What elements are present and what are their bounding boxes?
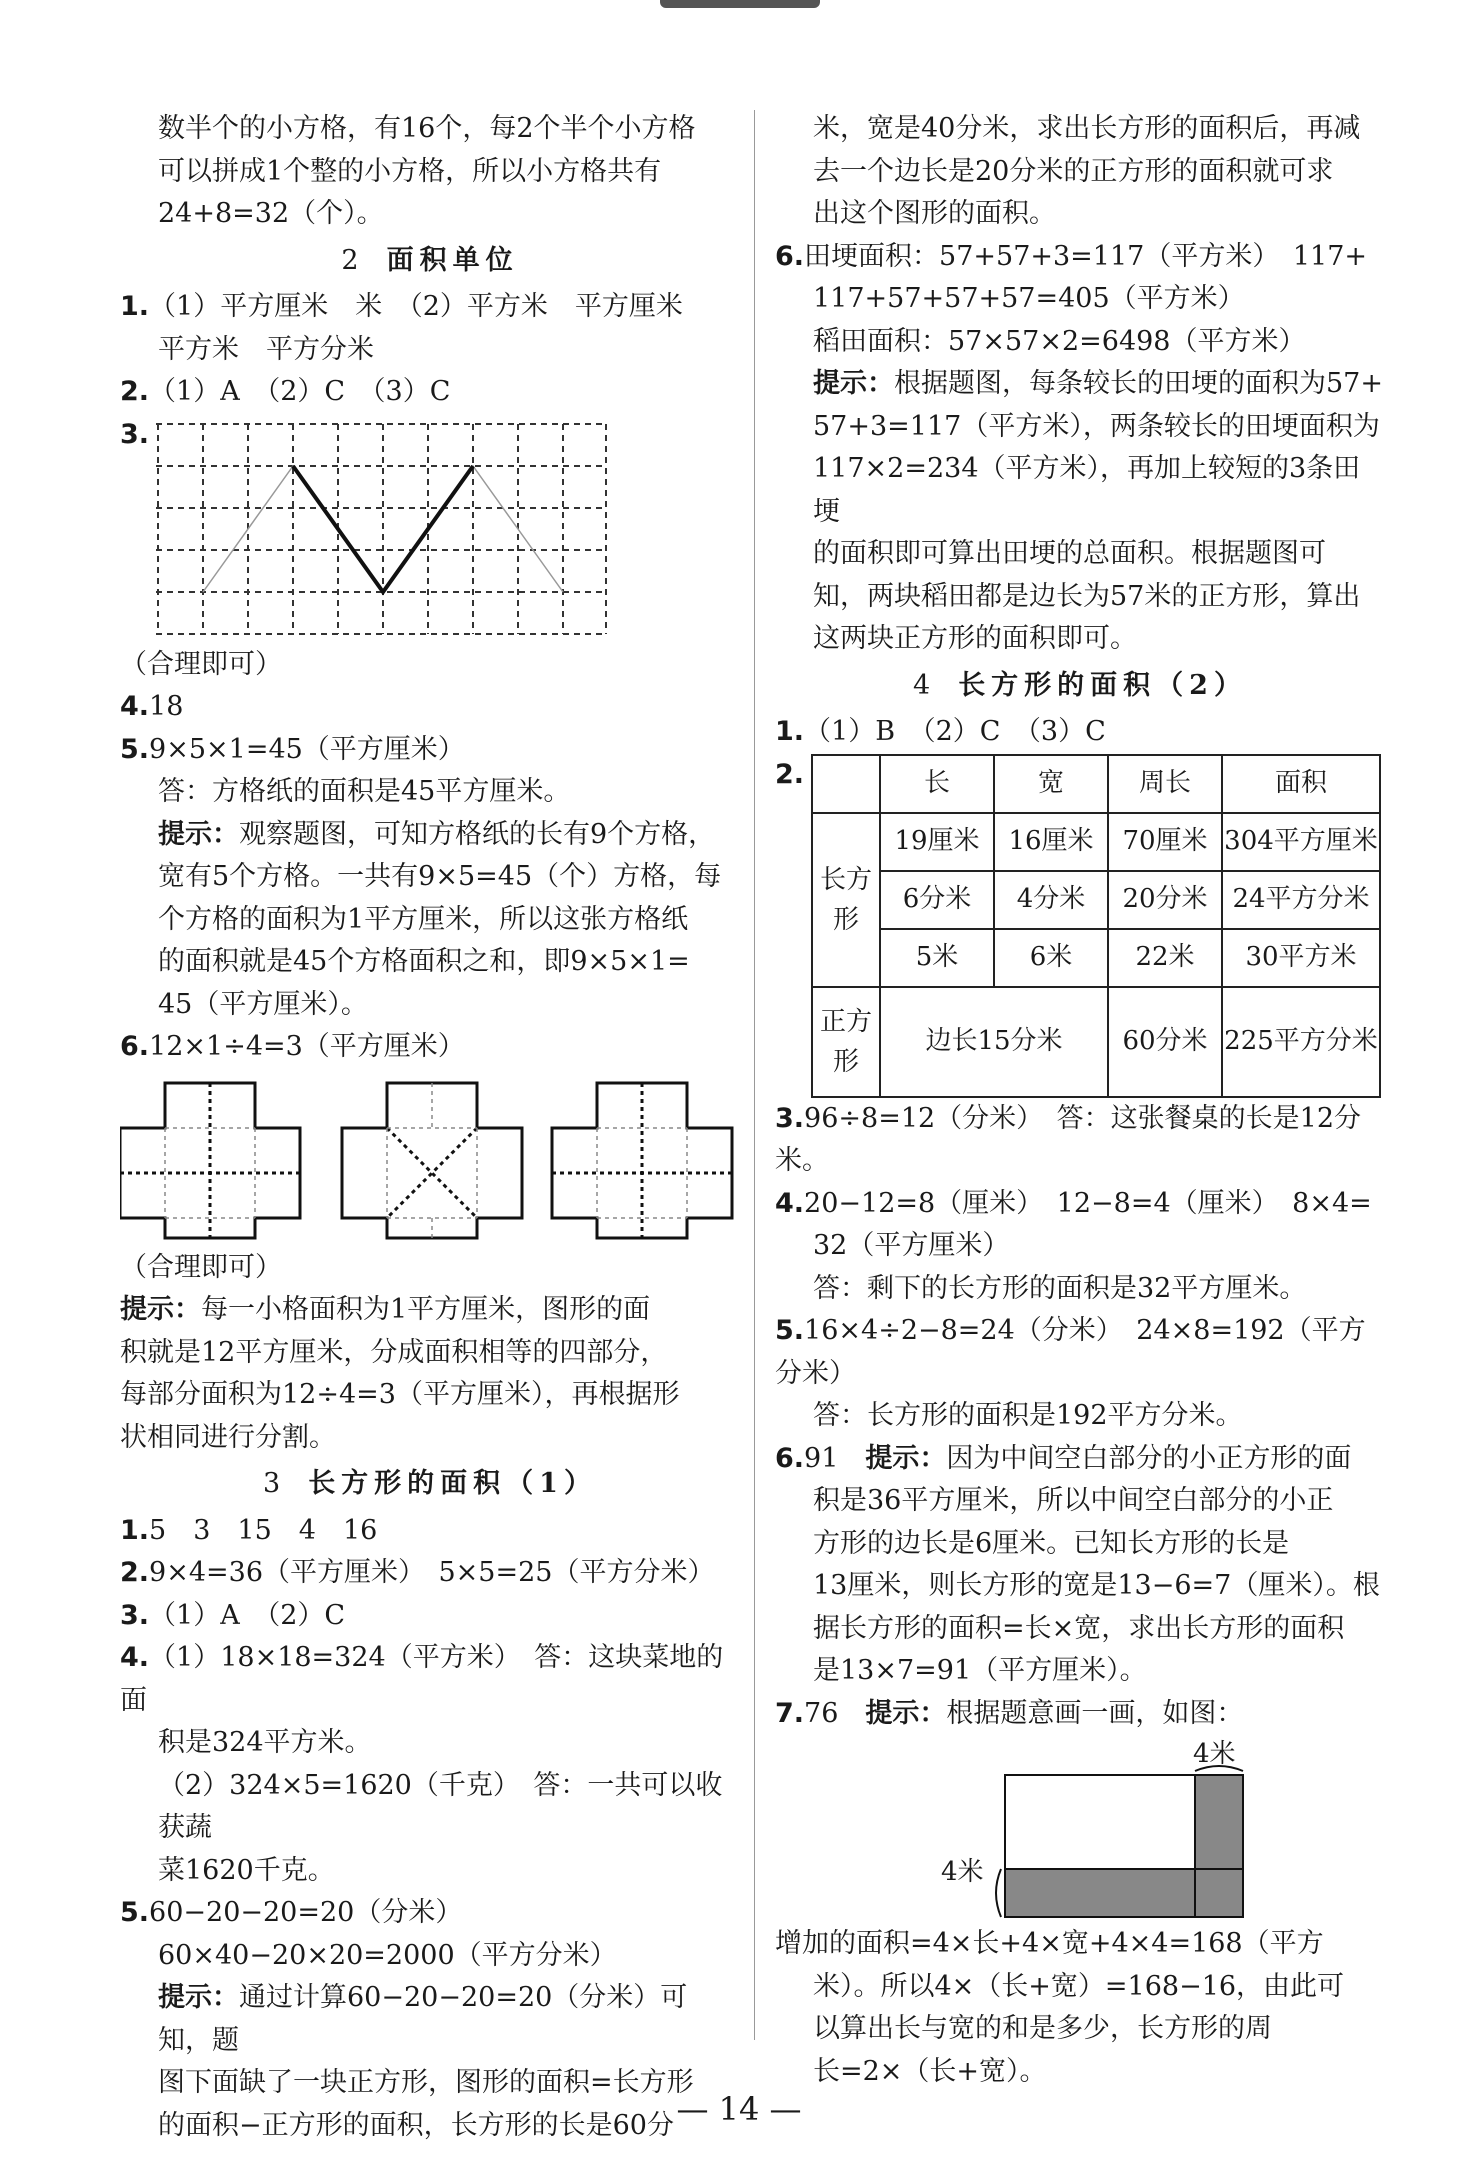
tip-text: 因为中间空白部分的小正方形的面	[946, 1442, 1352, 1474]
q-number: 4.	[775, 1187, 805, 1219]
intro-line: 可以拼成1个整的小方格，所以小方格共有	[158, 155, 662, 187]
q2-block	[775, 754, 1385, 1098]
table-cell: 6米	[994, 929, 1108, 987]
q-number: 1.	[775, 716, 805, 747]
section-2-heading	[120, 240, 740, 283]
note: （合理即可）	[120, 1251, 282, 1283]
top-mark	[660, 0, 820, 8]
answer-text: 答：剩下的长方形的面积是32平方厘米。	[813, 1272, 1307, 1304]
tip-text: 根据题意画一画，如图：	[946, 1697, 1244, 1729]
page-number: — 14 —	[676, 2090, 802, 2128]
answer-text: 91	[804, 1442, 866, 1474]
answer-text: 稻田面积：57×57×2=6498（平方米）	[813, 325, 1306, 357]
tip-text: 每一小格面积为1平方厘米，图形的面	[201, 1294, 651, 1325]
table-header: 周长	[1108, 755, 1222, 813]
answer-text: 9×5×1=45（平方厘米）	[149, 733, 465, 765]
tip-text: 状相同进行分割。	[120, 1421, 336, 1453]
tip-label: 提示：	[158, 818, 239, 850]
q-number: 6.	[775, 240, 805, 272]
answer-text: 60×40−20×20=2000（平方分米）	[158, 1939, 617, 1971]
q-number: 4.	[120, 1642, 150, 1673]
table-header: 面积	[1222, 755, 1380, 813]
answer-text: 菜1620千克。	[158, 1854, 335, 1886]
table-cell: 4分米	[994, 871, 1108, 929]
fig-left-label: 4米	[941, 1857, 984, 1887]
section-number: 4	[913, 669, 931, 701]
answer-text: （1）A （2）C （3）C	[149, 376, 451, 407]
answer-text: （1）A （2）C	[149, 1599, 346, 1631]
answer-text: （1）18×18=324（平方米） 答：这块菜地的面	[120, 1642, 724, 1716]
q-number: 4.	[120, 691, 150, 722]
q-number: 6.	[775, 1442, 805, 1474]
tip-text: 积就是12平方厘米，分成面积相等的四部分，	[120, 1336, 668, 1368]
tip-text: 13厘米，则长方形的宽是13−6=7（厘米）。根	[813, 1570, 1380, 1601]
q-number: 2.	[120, 376, 150, 407]
table-cell: 19厘米	[880, 813, 994, 871]
tip-text: 图下面缺了一块正方形，图形的面积=长方形	[158, 2067, 694, 2098]
area-diagram	[775, 1739, 1335, 1919]
column-divider	[754, 110, 755, 2040]
q-number: 1.	[120, 291, 150, 322]
cont-line: 去一个边长是20分米的正方形的面积就可求	[813, 155, 1334, 187]
q-number: 3.	[120, 418, 150, 450]
q-number: 7.	[775, 1697, 805, 1729]
cross-figures	[120, 1073, 740, 1243]
tip-text: 通过计算60−20−20=20（分米）可知，题	[158, 1982, 688, 2056]
section-4-heading	[775, 665, 1385, 708]
note: （合理即可）	[120, 648, 282, 680]
row-label: 正方形	[812, 987, 880, 1097]
left-column	[120, 108, 740, 2147]
row-label: 长方形	[812, 813, 880, 987]
tip-text: 的面积就是45个方格面积之和，即9×5×1=	[158, 946, 690, 977]
answer-text: 12×1÷4=3（平方厘米）	[149, 1031, 465, 1062]
intro-line: 24+8=32（个）。	[158, 198, 384, 229]
table-cell: 60分米	[1108, 987, 1222, 1097]
q-number: 5.	[120, 1897, 150, 1928]
answer-text: 5 3 15 4 16	[149, 1514, 378, 1546]
tip-text: 以算出长与宽的和是多少，长方形的周	[813, 2013, 1272, 2044]
tip-text: 的面积即可算出田埂的总面积。根据题图可	[813, 538, 1326, 569]
tip-text: 米）。所以4×（长+宽）=168−16，由此可	[813, 1970, 1345, 2002]
answer-text: （1）B （2）C （3）C	[804, 716, 1106, 747]
tip-text: 这两块正方形的面积即可。	[813, 623, 1137, 654]
tip-text: 方形的边长是6厘米。已知长方形的长是	[813, 1527, 1290, 1559]
q-number: 2.	[120, 1557, 150, 1588]
answer-text: 76	[804, 1697, 866, 1729]
area-figure	[775, 1739, 1385, 1919]
table-cell: 16厘米	[994, 813, 1108, 871]
right-column	[775, 108, 1385, 2093]
table-header: 宽	[994, 755, 1108, 813]
tip-text: 每部分面积为12÷4=3（平方厘米），再根据形	[120, 1379, 680, 1410]
q-number: 5.	[120, 733, 150, 765]
fig-top-label: 4米	[1193, 1739, 1236, 1769]
tip-text: 长=2×（长+宽）。	[813, 2055, 1047, 2087]
tip-text: 知，两块稻田都是边长为57米的正方形，算出	[813, 580, 1361, 612]
q-number: 1.	[120, 1514, 150, 1546]
tip-text: 积是36平方厘米，所以中间空白部分的小正	[813, 1485, 1334, 1516]
table-cell: 22米	[1108, 929, 1222, 987]
tip-text: 宽有5个方格。一共有9×5=45（个）方格，每	[158, 861, 722, 892]
answer-text: 答：方格纸的面积是45平方厘米。	[158, 776, 571, 807]
answer-text: 田埂面积：57+57+3=117（平方米） 117+	[804, 240, 1367, 272]
q-number: 3.	[775, 1102, 805, 1134]
tip-label: 提示：	[865, 1697, 947, 1729]
tip-text: 是13×7=91（平方厘米）。	[813, 1655, 1147, 1686]
table-cell: 304平方厘米	[1222, 813, 1380, 871]
tip-text: 57+3=117（平方米），两条较长的田埂面积为	[813, 410, 1380, 442]
answer-text: 96÷8=12（分米） 答：这张餐桌的长是12分米。	[775, 1102, 1362, 1176]
answer-text: 答：长方形的面积是192平方分米。	[813, 1400, 1243, 1431]
cont-line: 米，宽是40分米，求出长方形的面积后，再减	[813, 113, 1361, 144]
table-cell: 6分米	[880, 871, 994, 929]
answer-text: 20−12=8（厘米） 12−8=4（厘米） 8×4=	[804, 1187, 1372, 1219]
tip-text: 根据题图，每条较长的田埂的面积为57+	[894, 368, 1383, 399]
q3-block	[120, 414, 740, 644]
tip-label: 提示：	[120, 1294, 201, 1325]
tip-text: 45（平方厘米）。	[158, 988, 368, 1020]
table-header: 长	[880, 755, 994, 813]
tip-text: 观察题图，可知方格纸的长有9个方格，	[239, 818, 716, 850]
q-number: 3.	[120, 1599, 150, 1631]
table-cell: 5米	[880, 929, 994, 987]
tip-text: 个方格的面积为1平方厘米，所以这张方格纸	[158, 903, 689, 935]
section-title: 长方形的面积（2）	[958, 669, 1247, 701]
section-number: 3	[263, 1468, 281, 1499]
tip-text: 的面积−正方形的面积，长方形的长是60分	[158, 2109, 674, 2141]
answer-text: 60−20−20=20（分米）	[149, 1897, 463, 1928]
table-cell: 225平方分米	[1222, 987, 1380, 1097]
answer-text: 16×4÷2−8=24（分米） 24×8=192（平方分米）	[775, 1315, 1366, 1389]
tip-text: 117×2=234（平方米），再加上较短的3条田埂	[813, 453, 1361, 527]
answer-text: （1）平方厘米 米 （2）平方米 平方厘米	[149, 291, 683, 322]
answer-text: 积是324平方米。	[158, 1727, 372, 1758]
answer-text: （2）324×5=1620（千克） 答：一共可以收获蔬	[158, 1769, 723, 1843]
section-title: 长方形的面积（1）	[308, 1468, 597, 1499]
table-cell: 24平方分米	[1222, 871, 1380, 929]
intro-line: 数半个的小方格，有16个，每2个半个小方格	[158, 113, 696, 144]
grid-v-figure	[156, 414, 616, 644]
section-title: 面积单位	[386, 244, 519, 276]
cont-line: 出这个图形的面积。	[813, 198, 1056, 229]
tip-label: 提示：	[813, 368, 894, 399]
section-number: 2	[341, 244, 359, 276]
answer-text: 平方米 平方分米	[158, 333, 374, 365]
table-cell: 20分米	[1108, 871, 1222, 929]
tip-text: 增加的面积=4×长+4×宽+4×4=168（平方	[775, 1928, 1324, 1959]
section-3-heading	[120, 1463, 740, 1506]
answer-text: 18	[149, 691, 184, 722]
table-cell: 30平方米	[1222, 929, 1380, 987]
q-number: 6.	[120, 1031, 150, 1062]
table-cell: 70厘米	[1108, 813, 1222, 871]
answer-table	[811, 754, 1381, 1098]
tip-label: 提示：	[865, 1442, 947, 1474]
tip-label: 提示：	[158, 1982, 239, 2013]
tip-text: 据长方形的面积=长×宽，求出长方形的面积	[813, 1612, 1345, 1644]
q-number: 2.	[775, 758, 805, 790]
answer-text: 9×4=36（平方厘米） 5×5=25（平方分米）	[149, 1557, 715, 1588]
table-cell: 边长15分米	[880, 987, 1108, 1097]
answer-text: 32（平方厘米）	[813, 1230, 1010, 1261]
answer-text: 117+57+57+57=405（平方米）	[813, 283, 1245, 314]
q-number: 5.	[775, 1315, 805, 1346]
